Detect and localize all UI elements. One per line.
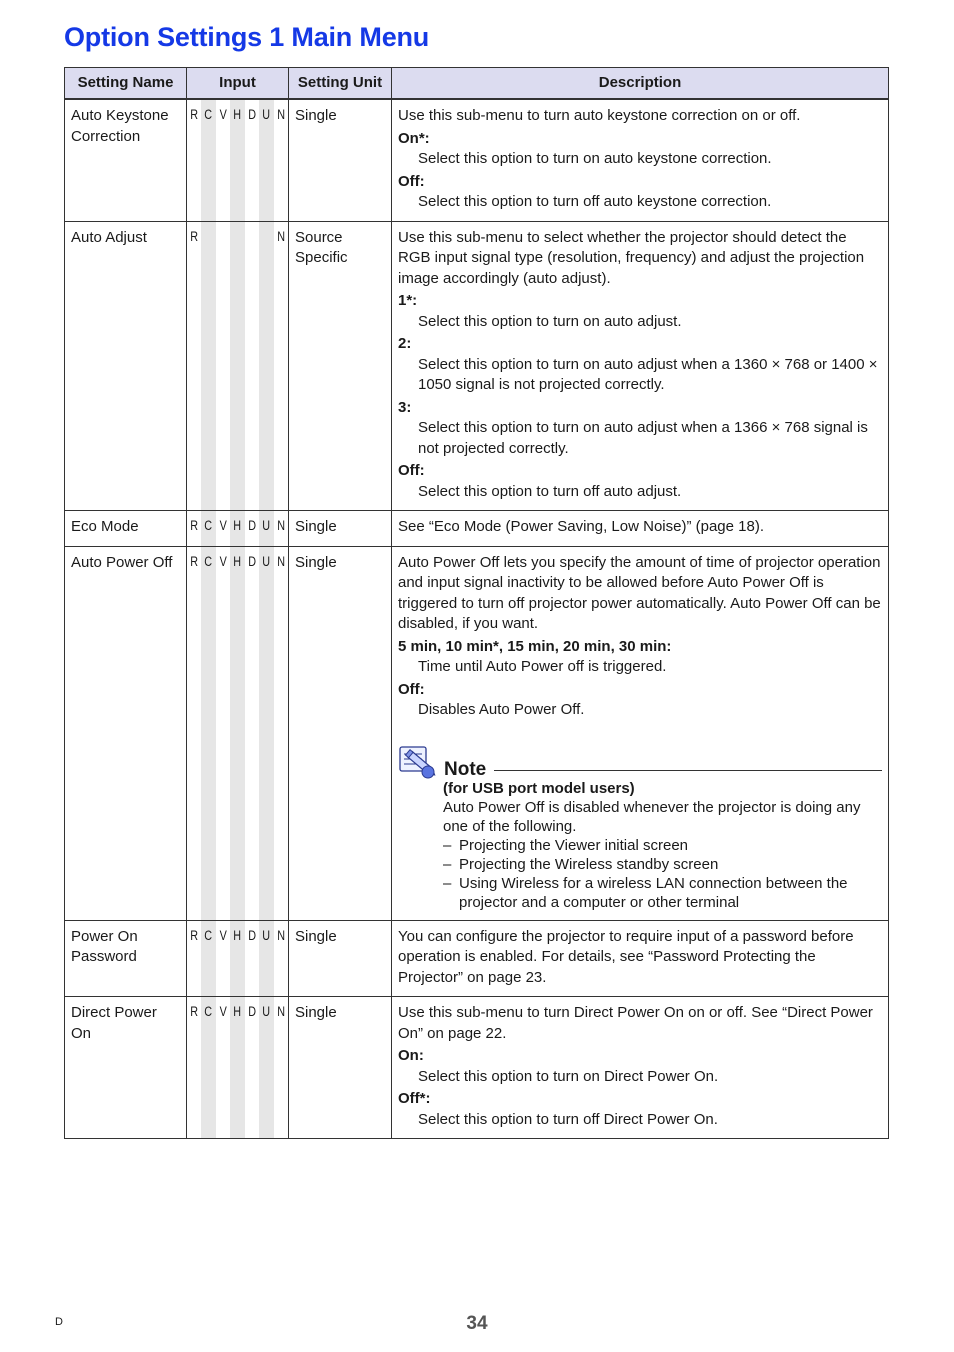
input-cell [187, 221, 289, 511]
input-letter: D [247, 107, 256, 122]
note-text: Auto Power Off is disabled whenever the projector is doing any one of the following. [443, 798, 861, 835]
input-letters [187, 997, 288, 1021]
input-letter: C [204, 107, 213, 122]
setting-unit: Single [289, 511, 392, 547]
setting-name: Power On Password [65, 920, 187, 997]
note-list-item [443, 874, 882, 912]
page-number: 34 [466, 1313, 488, 1334]
input-letter: U [262, 107, 271, 122]
input-letter: H [233, 927, 242, 943]
input-letter: C [204, 553, 213, 569]
input-letter [261, 228, 273, 246]
input-letter: H [233, 1004, 242, 1019]
dash-bullet: – [443, 855, 452, 873]
input-stripe [201, 222, 215, 511]
setting-name: Auto Power Off [65, 546, 187, 920]
note-list-item [443, 855, 882, 874]
note-pencil-icon [398, 743, 440, 781]
description [392, 920, 889, 997]
setting-name: Direct Power On [65, 997, 187, 1139]
input-letter: V [219, 553, 227, 569]
dash-bullet: – [443, 874, 452, 892]
input-stripe [187, 547, 201, 920]
note-box [398, 743, 882, 912]
input-stripe [259, 222, 273, 511]
input-letter [203, 228, 215, 246]
setting-unit: Single [289, 99, 392, 221]
dash-bullet: – [443, 836, 452, 854]
option-label: Off: [398, 172, 425, 190]
note-header [398, 743, 882, 781]
option-label: On*: [398, 129, 430, 147]
input-letter: R [190, 553, 199, 569]
setting-name: Auto Adjust [65, 221, 187, 511]
description [392, 511, 889, 547]
option-label: Off*: [398, 1090, 431, 1107]
header-setting-unit: Setting Unit [289, 68, 392, 100]
description [392, 546, 889, 920]
option-text: Disables Auto Power Off. [418, 701, 585, 718]
setting-unit: Single [289, 546, 392, 920]
option-label: Off: [398, 462, 425, 479]
input-stripes [187, 222, 288, 511]
table-row [65, 546, 889, 920]
input-letter: N [276, 228, 285, 244]
header-description: Description [392, 68, 889, 100]
input-letter: C [204, 518, 213, 533]
input-cell [187, 546, 289, 920]
description [392, 99, 889, 221]
footer-marker: D [55, 1316, 63, 1328]
description-intro: You can configure the projector to require input of a password before operation is enabled. For details, see “Password Protecting the Projector” on page 23. [398, 927, 854, 986]
note-item-text: Projecting the Wireless standby screen [459, 855, 719, 873]
option-label: 3: [398, 398, 412, 416]
input-stripe [259, 547, 273, 920]
description [392, 997, 889, 1139]
input-letter: C [204, 927, 213, 943]
option-label: 2: [398, 335, 412, 352]
input-stripe [245, 547, 259, 920]
input-letters [187, 547, 288, 571]
input-stripes [187, 547, 288, 920]
input-letter: U [262, 553, 271, 569]
input-letters [187, 222, 288, 246]
option-text: Select this option to turn on auto adjust. [418, 312, 682, 330]
input-letter: U [262, 1004, 271, 1019]
input-letter: H [233, 107, 242, 122]
input-letter: H [233, 553, 242, 569]
option-text: Select this option to turn off auto keystone correction. [418, 193, 772, 210]
option-text: Select this option to turn on auto adjust when a 1360 × 768 or 1400 × 1050 signal is not projected correctly. [418, 355, 878, 393]
table-row [65, 920, 889, 997]
input-stripe [216, 547, 230, 920]
table-row [65, 99, 889, 221]
input-cell [187, 511, 289, 547]
input-letter: R [190, 107, 199, 122]
note-subtitle: (for USB port model users) [443, 779, 635, 797]
input-letter: U [262, 927, 271, 943]
input-letters [187, 921, 288, 945]
input-cell [187, 920, 289, 997]
note-body [398, 779, 882, 912]
option-label: 1*: [398, 292, 418, 309]
input-letter [217, 228, 229, 246]
note-list-item [443, 836, 882, 855]
input-stripe [230, 222, 244, 511]
setting-name: Eco Mode [65, 511, 187, 547]
input-letter: N [276, 927, 285, 943]
option-text: Select this option to turn on auto keystone correction. [418, 150, 772, 167]
option-label: Off: [398, 680, 425, 698]
input-letter: R [190, 518, 199, 533]
option-label: On: [398, 1047, 424, 1064]
input-letters [187, 511, 288, 535]
note-item-text: Using Wireless for a wireless LAN connection between the projector and a computer or other terminal [459, 874, 848, 911]
input-letters [187, 100, 288, 124]
input-letter: D [247, 927, 256, 943]
input-letter: C [204, 1004, 213, 1019]
input-letter: R [190, 228, 199, 244]
input-stripe [274, 547, 288, 920]
input-cell [187, 997, 289, 1139]
description-intro: Use this sub-menu to select whether the projector should detect the RGB input signal type (resolution, frequency) and adjust the projection image accordingly (auto adjust). [398, 228, 865, 287]
input-stripe [245, 222, 259, 511]
input-cell [187, 99, 289, 221]
page-title: Option Settings 1 Main Menu [64, 22, 430, 52]
input-letter: V [219, 518, 227, 533]
note-title: Note [444, 758, 487, 780]
input-stripe [187, 222, 201, 511]
input-letter: V [219, 1004, 227, 1019]
input-letter: V [219, 107, 227, 122]
setting-name: Auto Keystone Correction [65, 99, 187, 221]
description-intro: See “Eco Mode (Power Saving, Low Noise)” (page 18). [398, 518, 765, 535]
note-item-text: Projecting the Viewer initial screen [459, 836, 689, 854]
input-letter: N [276, 1004, 285, 1019]
setting-unit: Source Specific [289, 221, 392, 511]
setting-unit: Single [289, 997, 392, 1139]
option-text: Select this option to turn off Direct Power On. [418, 1110, 718, 1128]
table-row [65, 511, 889, 547]
input-letter: R [190, 1004, 199, 1019]
option-label: 5 min, 10 min*, 15 min, 20 min, 30 min: [398, 637, 672, 655]
option-text: Select this option to turn off auto adjust. [418, 482, 682, 500]
input-letter: D [247, 553, 256, 569]
input-letter: R [190, 927, 199, 943]
description-intro: Use this sub-menu to turn Direct Power On on or off. See “Direct Power On” on page 22. [398, 1004, 873, 1042]
input-stripe [230, 547, 244, 920]
input-letter: N [276, 553, 285, 569]
description [392, 221, 889, 511]
note-divider [494, 770, 882, 771]
option-text: Select this option to turn on auto adjust when a 1366 × 768 signal is not projected correctly. [418, 419, 868, 457]
input-letter: N [276, 518, 285, 533]
setting-unit: Single [289, 920, 392, 997]
settings-table [64, 67, 889, 1139]
option-text: Select this option to turn on Direct Power On. [418, 1067, 719, 1085]
input-letter: D [247, 1004, 256, 1019]
description-intro: Auto Power Off lets you specify the amount of time of projector operation and input signal inactivity to be allowed before Auto Power Off is triggered to turn off projector power automatically. Auto Power Off can be disabled, if you want. [398, 553, 881, 632]
input-letter [232, 228, 244, 246]
input-stripe [216, 222, 230, 511]
input-letter: H [233, 518, 242, 533]
table-row [65, 997, 889, 1139]
header-row [65, 68, 889, 100]
input-letter: V [219, 927, 227, 943]
header-setting-name: Setting Name [65, 68, 187, 100]
input-stripe [201, 547, 215, 920]
input-stripe [274, 222, 288, 511]
header-input: Input [187, 68, 289, 100]
table-row [65, 221, 889, 511]
description-intro: Use this sub-menu to turn auto keystone correction on or off. [398, 107, 801, 124]
input-letter: D [247, 518, 256, 533]
input-letter: N [276, 107, 285, 122]
input-letter: U [262, 518, 271, 533]
input-letter [246, 228, 258, 246]
option-text: Time until Auto Power off is triggered. [418, 658, 667, 675]
